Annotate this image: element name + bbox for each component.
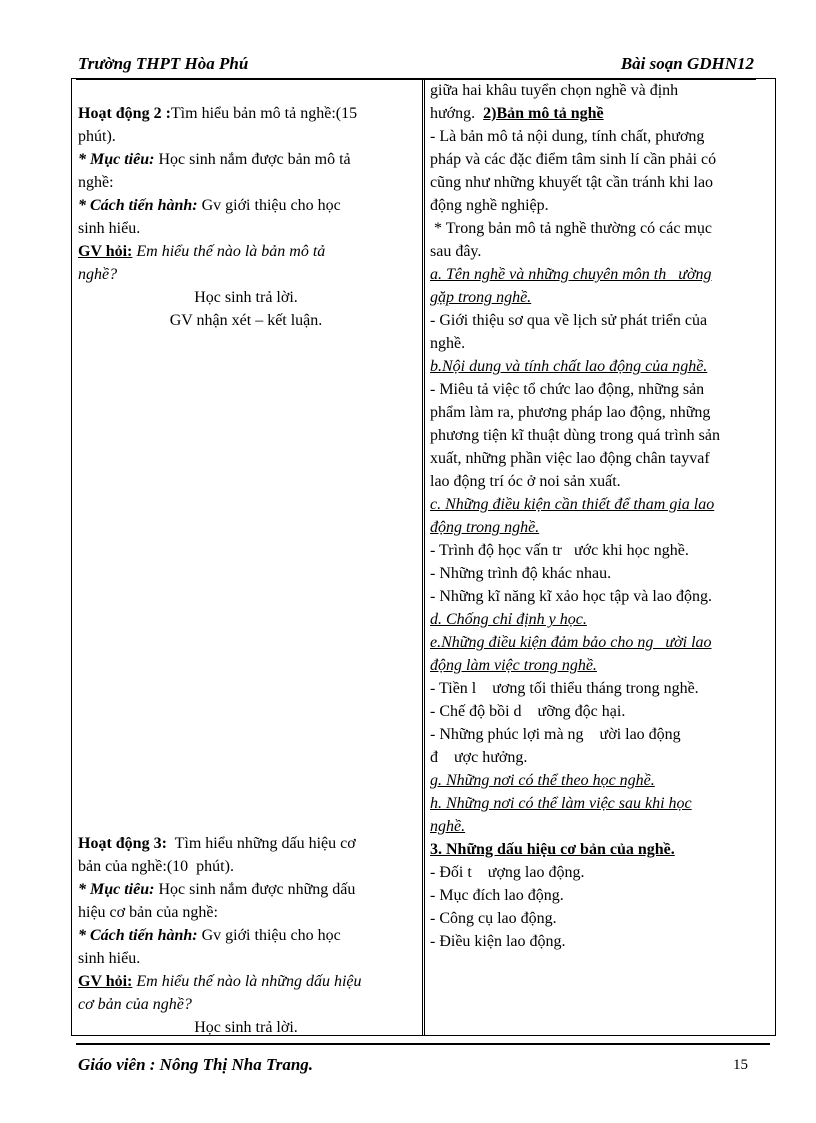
school-name: Trường THPT Hòa Phú	[78, 54, 249, 73]
content-line: cũng như những khuyết tật cần tránh khi lao	[430, 174, 714, 191]
content-line: pháp và các đặc điểm tâm sinh lí cần phải có	[430, 151, 717, 168]
content-line: - Chế độ bồi d ưỡng độc hại.	[430, 703, 626, 720]
column-divider	[422, 79, 425, 1035]
activity-2-objective: * Mục tiêu: Học sinh nắm được bản mô tả	[78, 151, 351, 168]
subheading-b: b.Nội dung và tính chất lao động của nghề.	[430, 358, 708, 375]
page-number: 15	[733, 1057, 748, 1073]
activity-2-block	[78, 102, 414, 332]
content-line: - Mục đích lao động.	[430, 887, 564, 904]
activity-2-student-answer: Học sinh trả lời.	[194, 289, 298, 306]
content-line: đ ược hưởng.	[430, 749, 528, 766]
lesson-table	[71, 78, 776, 1036]
content-line: - Trình độ học vấn tr ước khi học nghề.	[430, 542, 689, 559]
subheading-h-cont: nghề.	[430, 818, 466, 835]
content-line: - Là bản mô tả nội dung, tính chất, phương	[430, 128, 705, 145]
activity-2-question: GV hỏi: Em hiểu thế nào là bản mô tả	[78, 243, 326, 260]
activity-3-method-cont: sinh hiểu.	[78, 950, 141, 967]
subheading-e-cont: động làm việc trong nghề.	[430, 657, 597, 674]
content-line: giữa hai khâu tuyển chọn nghề và định	[430, 82, 679, 99]
activity-3-title-cont: bản của nghề:(10 phút).	[78, 858, 234, 875]
activity-3-student-answer: Học sinh trả lời.	[194, 1019, 298, 1036]
activity-2-objective-cont: nghề:	[78, 174, 114, 191]
subheading-c-cont: động trong nghề.	[430, 519, 540, 536]
activity-2-title: Hoạt động 2 :Tìm hiểu bản mô tả nghề:(15	[78, 105, 358, 122]
activity-3-objective-cont: hiệu cơ bản của nghề:	[78, 904, 218, 921]
section-2-heading: 2)Bản mô tả nghề	[483, 105, 604, 122]
content-line: - Đối t ượng lao động.	[430, 864, 585, 881]
subheading-e: e.Những điều kiện đảm bảo cho ng ười lao	[430, 634, 712, 651]
content-line: - Giới thiệu sơ qua về lịch sử phát triển của	[430, 312, 708, 329]
subheading-a-cont: gặp trong nghề.	[430, 289, 532, 306]
activity-3-question: GV hỏi: Em hiểu thế nào là những dấu hiệu	[78, 973, 362, 990]
content-line: - Những kĩ năng kĩ xảo học tập và lao động.	[430, 588, 712, 605]
subheading-a: a. Tên nghề và những chuyên môn th ường	[430, 266, 712, 283]
content-line: - Những trình độ khác nhau.	[430, 565, 612, 582]
content-column	[430, 79, 772, 953]
activity-2-method-cont: sinh hiểu.	[78, 220, 141, 237]
content-line: - Những phúc lợi mà ng ười lao động	[430, 726, 681, 743]
page-footer	[76, 1043, 770, 1081]
content-line: phẩm làm ra, phương pháp lao động, những	[430, 404, 711, 421]
content-line: động nghề nghiệp.	[430, 197, 549, 214]
activity-3-method: * Cách tiến hành: Gv giới thiệu cho học	[78, 927, 341, 944]
subheading-g: g. Những nơi có thể theo học nghề.	[430, 772, 655, 789]
activity-2-question-cont: nghề?	[78, 266, 118, 283]
activity-3-objective: * Mục tiêu: Học sinh nắm được những dấu	[78, 881, 356, 898]
teacher-name: Giáo viên : Nông Thị Nha Trang.	[78, 1055, 314, 1074]
section-3-heading: 3. Những dấu hiệu cơ bản của nghề.	[430, 841, 675, 858]
section-2-heading-line: hướng. 2)Bản mô tả nghề	[430, 105, 604, 122]
activity-3-block	[78, 832, 414, 1039]
activity-2-title-cont: phút).	[78, 128, 116, 145]
activity-3-question-cont: cơ bản của nghề?	[78, 996, 192, 1013]
activity-2-method: * Cách tiến hành: Gv giới thiệu cho học	[78, 197, 341, 214]
content-line: lao động trí óc ở noi sản xuất.	[430, 473, 621, 490]
content-line: xuất, những phần việc lao động chân tayvaf	[430, 450, 710, 467]
activity-2-teacher-conclusion: GV nhận xét – kết luận.	[169, 312, 323, 329]
subheading-h: h. Những nơi có thể làm việc sau khi học	[430, 795, 692, 812]
content-line: - Công cụ lao động.	[430, 910, 557, 927]
activity-3-title: Hoạt động 3: Tìm hiểu những dấu hiệu cơ	[78, 835, 356, 852]
content-line: - Điều kiện lao động.	[430, 933, 566, 950]
content-line: phương tiện kĩ thuật dùng trong quá trình sản	[430, 427, 720, 444]
content-line: sau đây.	[430, 243, 482, 260]
page-header	[76, 50, 756, 80]
content-line: - Miêu tả việc tổ chức lao động, những sản	[430, 381, 705, 398]
content-line: - Tiền l ương tối thiểu tháng trong nghề.	[430, 680, 699, 697]
subheading-c: c. Những điều kiện cần thiết để tham gia lao	[430, 496, 715, 513]
content-line: nghề.	[430, 335, 466, 352]
document-title: Bài soạn GDHN12	[620, 54, 754, 73]
content-line: * Trong bản mô tả nghề thường có các mục	[430, 220, 712, 237]
subheading-d: d. Chống chỉ định y học.	[430, 611, 587, 628]
